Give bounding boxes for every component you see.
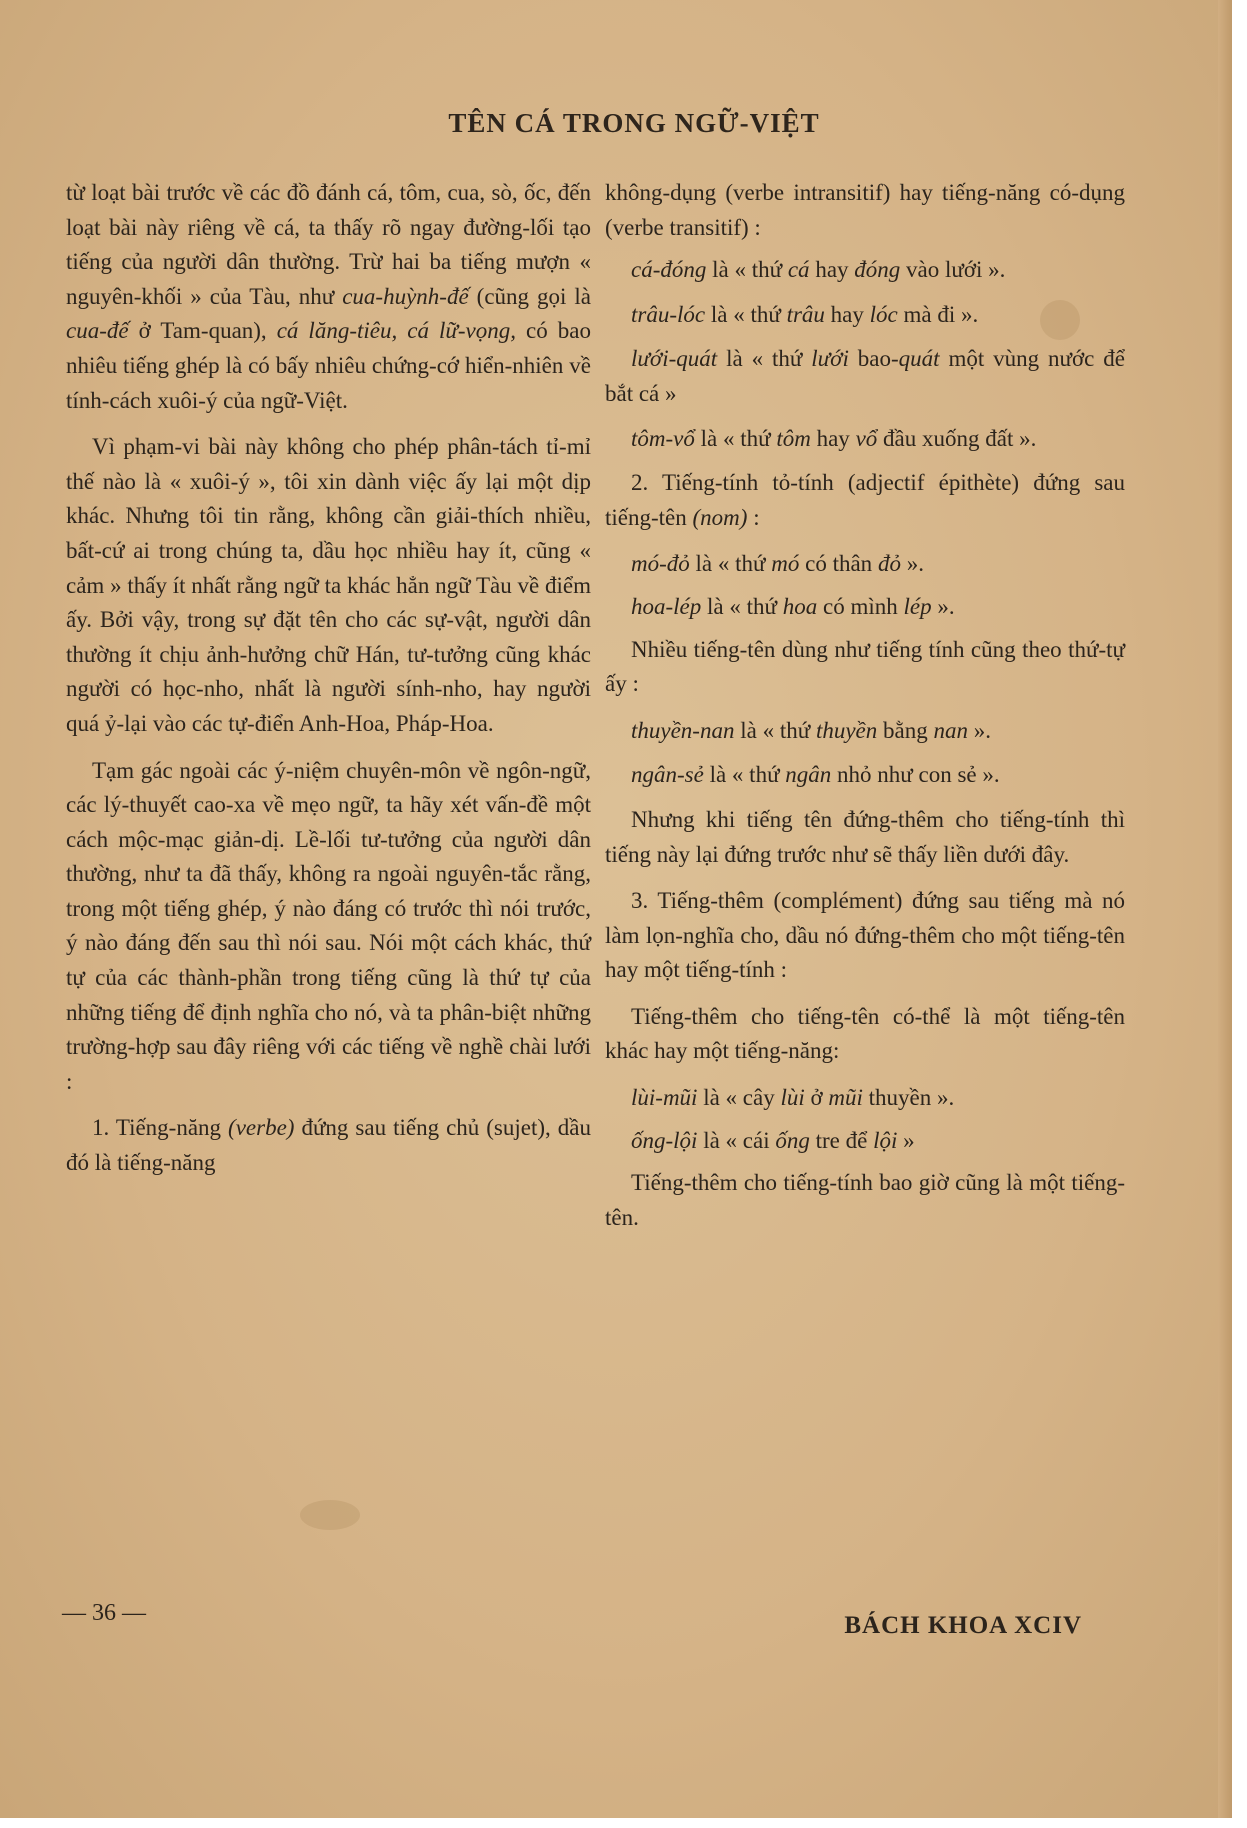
italic-term: cá lăng-tiêu, cá lữ-vọng,: [276, 318, 517, 344]
text-run: một vùng nước để bắt cá »: [605, 346, 1125, 406]
italic-term: mũi: [828, 1085, 863, 1111]
italic-term: đỏ: [877, 551, 901, 577]
text-run: là « thứ: [694, 425, 777, 451]
text-run: hay: [809, 257, 855, 283]
text-run: đầu xuống đất ».: [877, 425, 1037, 451]
page-number: — 36 —: [62, 1600, 146, 1626]
text-run: có mình: [817, 593, 904, 619]
italic-term: hoa-lép: [631, 593, 702, 619]
text-run: có thân: [799, 551, 878, 577]
text-run: hay: [824, 301, 870, 327]
right-paragraph-1: không-dụng (verbe intransitif) hay tiếng-năng có-dụng (verbe transitif) :: [605, 180, 1125, 240]
italic-term: mó: [771, 551, 800, 577]
italic-term: hoa: [782, 593, 818, 619]
italic-term: thuyền: [815, 717, 878, 743]
left-column: [66, 176, 591, 1193]
text-run: là « thứ: [717, 346, 812, 372]
italic-term: lùi: [780, 1085, 805, 1111]
right-paragraph-4: Nhưng khi tiếng tên đứng-thêm cho tiếng-tính thì tiếng này lại đứng trước như sẽ thấy liền dưới đây.: [605, 806, 1125, 867]
right-paragraph-6: Tiếng-thêm cho tiếng-tên có-thể là một tiếng-tên khác hay một tiếng-năng:: [605, 1003, 1125, 1064]
example-hoa-lep: [605, 590, 1125, 625]
left-paragraph-3: Tạm gác ngoài các ý-niệm chuyên-môn về ngôn-ngữ, các lý-thuyết cao-xa về mẹo ngữ, ta hãy xét vấn-đề một cách mộc-mạc giản-dị. Lề-lối tư-tưởng của người dân thường, như ta đã thấy, không ra ngoài nguyên-tắc rằng, trong một tiếng ghép, ý nào đáng có trước thì nói trước, ý nào đáng đến sau thì nói sau. Nói một cách khác, thứ tự của các thành-phần trong tiếng cũng là thứ tự của những tiếng để định nghĩa cho nó, và ta phân-biệt những trường-hợp sau đây riêng với các tiếng về nghề chài lưới :: [66, 757, 591, 1094]
text-run: là « thứ: [705, 301, 787, 327]
example-trau-loc: [605, 298, 1125, 333]
text-run: mà đi ».: [897, 301, 979, 327]
text-run: ».: [900, 551, 924, 577]
right-paragraph-7: Tiếng-thêm cho tiếng-tính bao giờ cũng là một tiếng-tên.: [605, 1170, 1125, 1230]
text-run: :: [747, 504, 760, 530]
italic-term: lưới-quát: [631, 346, 718, 372]
example-thuyen-nan: [605, 714, 1125, 749]
italic-term: ống: [775, 1127, 810, 1153]
example-ngan-se: [605, 758, 1125, 793]
italic-term: mó-đỏ: [631, 551, 690, 577]
text-run: vào lưới ».: [900, 257, 1006, 283]
running-title: TÊN CÁ TRONG NGỮ-VIỆT: [448, 108, 820, 138]
italic-term: trâu-lóc: [631, 301, 706, 327]
text-run: ở: [804, 1085, 829, 1111]
italic-term: trâu: [786, 301, 825, 327]
text-run: là « thứ: [689, 551, 772, 577]
italic-term: đóng: [854, 257, 901, 283]
right-paragraph-3: Nhiều tiếng-tên dùng như tiếng tính cũng theo thứ-tự ấy :: [605, 636, 1125, 697]
italic-term: thuyền-nan: [631, 717, 735, 743]
text-run: 2. Tiếng-tính tỏ-tính (adjectif épithète) đứng sau tiếng-tên: [605, 470, 1125, 530]
text-run: từ loạt bài trước về các đồ đánh cá, tôm, cua, sò, ốc, đến loạt bài này riêng về cá, ta thấy rõ ngay đường-lối tạo tiếng của người dân thường. Trừ hai ba tiếng mượn « nguyên-khối » của Tàu, như: [66, 180, 591, 309]
italic-term: lóc: [869, 301, 898, 327]
text-run: 1. Tiếng-năng: [92, 1115, 229, 1141]
text-run: đứng sau tiếng chủ (sujet), dầu đó là tiếng-năng: [66, 1115, 591, 1176]
right-paragraph-2: [605, 466, 1125, 535]
text-run: (cũng gọi là: [468, 283, 592, 309]
italic-term: ngân: [785, 762, 832, 788]
text-run: là « thứ: [701, 593, 783, 619]
italic-term: ống-lội: [631, 1127, 698, 1153]
left-paragraph-4: [66, 1111, 591, 1180]
left-paragraph-2: Vì phạm-vi bài này không cho phép phân-tách tỉ-mỉ thế nào là « xuôi-ý », tôi xin dành việc ấy lại một dịp khác. Nhưng tôi tin rằng, không cần giải-thích nhiều, bất-cứ ai trong chúng ta, dầu học nhiều hay ít, cũng « cảm » thấy ít nhất rằng ngữ ta khác hẳn ngữ Tàu về điểm ấy. Bởi vậy, trong sự đặt tên cho các sự-vật, người dân thường ít chịu ảnh-hưởng chữ Hán, tư-tưởng cũng khác người có học-nho, nhất là người sính-nho, hay người quá ỷ-lại vào các tự-điển Anh-Hoa, Pháp-Hoa.: [66, 434, 591, 736]
text-run: ».: [967, 717, 991, 743]
example-mo-do: [605, 547, 1125, 582]
paper-stain: [300, 1500, 360, 1530]
text-run: hay: [810, 425, 856, 451]
text-run: ở Tam-quan),: [128, 318, 277, 344]
italic-term: (nom): [692, 504, 748, 530]
text-run: ».: [931, 593, 955, 619]
text-run: là « thứ: [734, 717, 816, 743]
italic-term: vổ: [855, 425, 878, 451]
italic-term: ngân-sẻ: [631, 762, 704, 788]
italic-term: tôm-vổ: [631, 425, 695, 451]
example-ca-dong: [605, 253, 1125, 288]
text-run: bao-: [848, 346, 899, 372]
text-run: là « cái: [697, 1127, 776, 1153]
text-run: »: [897, 1127, 915, 1153]
text-run: thuyền ».: [862, 1085, 955, 1111]
example-ong-loi: [605, 1124, 1125, 1159]
text-run: có bao nhiêu tiếng ghép là có bấy nhiêu chứng-cớ hiển-nhiên về tính-cách xuôi-ý của ngữ-Việt.: [66, 318, 591, 413]
italic-term: lùi-mũi: [631, 1085, 698, 1111]
italic-term: (verbe): [228, 1115, 295, 1141]
italic-term: lưới: [811, 346, 849, 372]
left-paragraph-1: [66, 176, 591, 418]
example-lui-mui: [605, 1081, 1125, 1116]
italic-term: quát: [898, 346, 940, 372]
right-column: [605, 176, 1125, 1247]
publication-footer: BÁCH KHOA XCIV: [844, 1612, 1082, 1639]
italic-term: tôm: [776, 425, 811, 451]
text-run: là « cây: [697, 1085, 781, 1111]
text-run: bằng: [877, 717, 934, 743]
text-run: là « thứ: [706, 257, 788, 283]
right-paragraph-5: 3. Tiếng-thêm (complément) đứng sau tiếng mà nó làm lọn-nghĩa cho, dầu nó đứng-thêm cho một tiếng-tên hay một tiếng-tính :: [605, 888, 1125, 983]
text-run: nhỏ như con sẻ ».: [831, 762, 1000, 788]
italic-term: lép: [903, 593, 932, 619]
text-run: là « thứ: [703, 762, 786, 788]
page-edge: [1218, 0, 1232, 1818]
italic-term: cá-đóng: [631, 257, 707, 283]
italic-term: cá: [787, 257, 810, 283]
example-luoi-quat: [605, 342, 1125, 411]
italic-term: cua-đế: [66, 318, 129, 344]
italic-term: lội: [873, 1127, 898, 1153]
italic-term: cua-huỳnh-đế: [342, 283, 469, 309]
example-tom-vo: [605, 422, 1125, 457]
italic-term: nan: [933, 717, 968, 743]
text-run: tre để: [809, 1127, 874, 1153]
